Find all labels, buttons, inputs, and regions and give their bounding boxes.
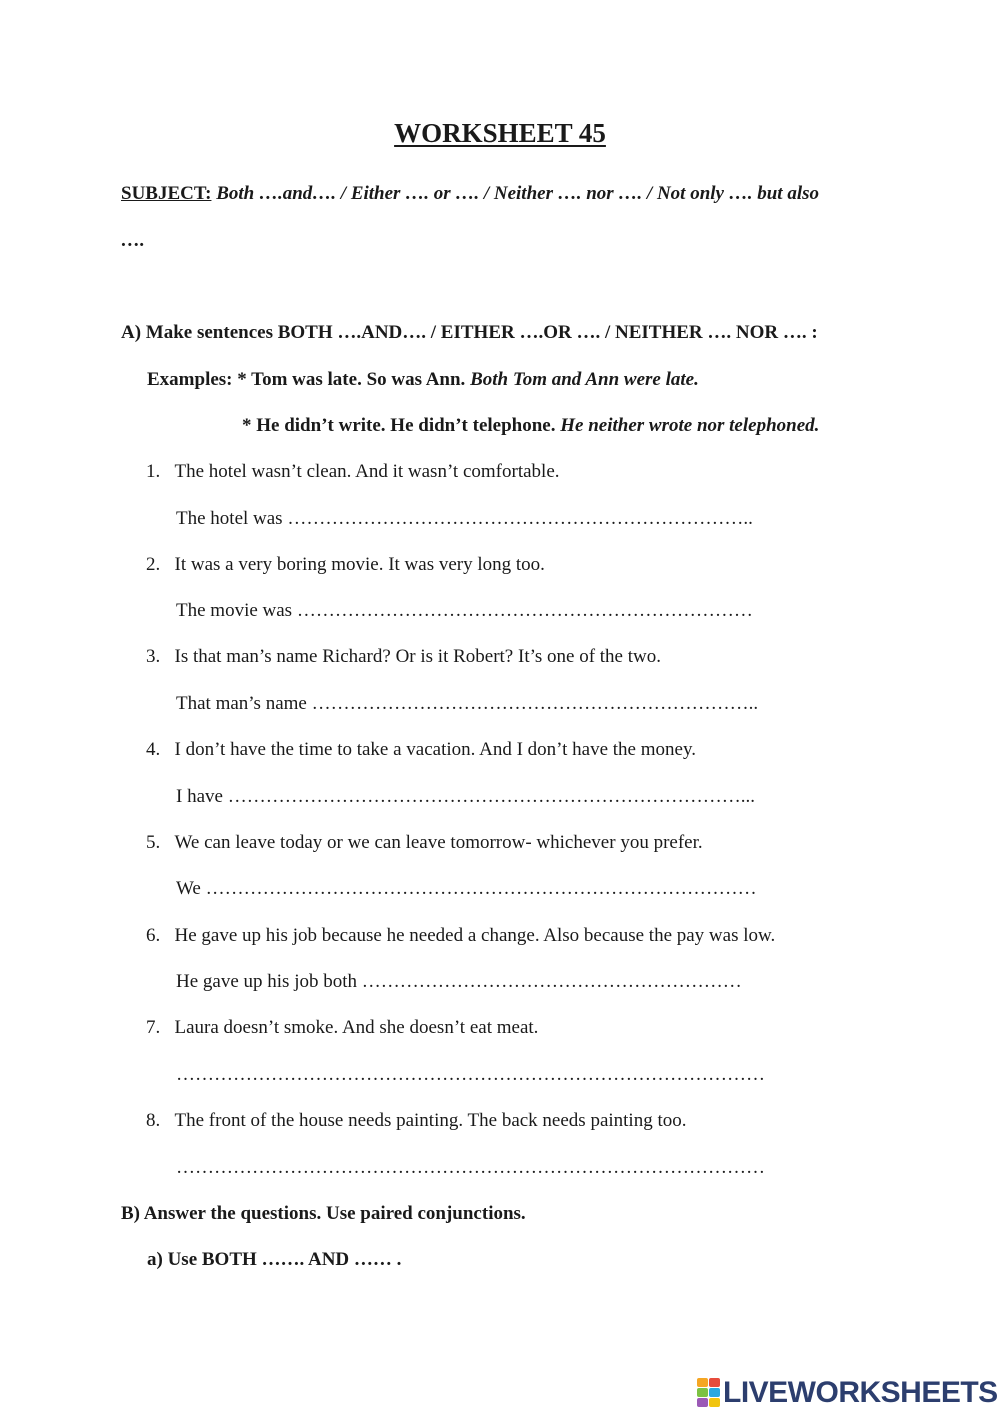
item-question: Is that man’s name Richard? Or is it Robert? It’s one of the two. — [174, 646, 661, 667]
list-item — [146, 832, 703, 854]
example-1-answer: Both Tom and Ann were late. — [470, 369, 699, 390]
worksheet-title: WORKSHEET 45 — [394, 118, 606, 148]
answer-line[interactable]: The movie was ……………………………………………………………… — [176, 600, 753, 621]
list-item — [146, 1017, 538, 1039]
subject-label: SUBJECT: — [121, 183, 212, 204]
item-question: We can leave today or we can leave tomorrow- whichever you prefer. — [174, 832, 703, 853]
answer-line[interactable]: That man’s name …………………………………………………………….. — [176, 693, 759, 714]
subject-value: Both ….and…. / Either …. or …. / Neither …. nor …. / Not only …. but also — [216, 183, 820, 204]
item-number: 3. — [146, 646, 161, 667]
section-b-sub-a: a) Use BOTH ……. AND …… . — [147, 1249, 402, 1270]
example-2-answer: He neither wrote nor telephoned. — [560, 415, 820, 436]
example-1-prompt: Examples: * Tom was late. So was Ann. — [147, 369, 466, 390]
example-1 — [147, 369, 699, 391]
liveworksheets-logo — [697, 1376, 998, 1410]
subject-line — [121, 183, 819, 205]
item-question: The hotel wasn’t clean. And it wasn’t comfortable. — [174, 461, 560, 482]
item-number: 4. — [146, 739, 161, 760]
item-question: I don’t have the time to take a vacation. And I don’t have the money. — [174, 739, 696, 760]
list-item — [146, 1110, 687, 1132]
item-number: 8. — [146, 1110, 161, 1131]
answer-line[interactable]: We …………………………………………………………………………… — [176, 878, 757, 899]
answer-line[interactable]: ………………………………………………………………………………… — [176, 1064, 765, 1085]
list-item — [146, 461, 560, 483]
answer-line[interactable]: ………………………………………………………………………………… — [176, 1157, 765, 1178]
item-number: 6. — [146, 925, 161, 946]
item-number: 5. — [146, 832, 161, 853]
item-question: The front of the house needs painting. The back needs painting too. — [174, 1110, 687, 1131]
subject-continuation: …. — [121, 230, 145, 251]
list-item — [146, 925, 775, 947]
answer-line[interactable]: The hotel was ……………………………………………………………….. — [176, 508, 753, 529]
item-question: Laura doesn’t smoke. And she doesn’t eat meat. — [174, 1017, 539, 1038]
item-number: 1. — [146, 461, 161, 482]
item-question: It was a very boring movie. It was very long too. — [174, 554, 545, 575]
section-a-heading: A) Make sentences BOTH ….AND…. / EITHER ….OR …. / NEITHER …. NOR …. : — [121, 322, 818, 343]
list-item — [146, 554, 545, 576]
section-b-heading: B) Answer the questions. Use paired conjunctions. — [121, 1203, 526, 1224]
example-2 — [242, 415, 819, 437]
answer-line[interactable]: He gave up his job both …………………………………………………… — [176, 971, 742, 992]
list-item — [146, 646, 661, 668]
item-number: 2. — [146, 554, 161, 575]
list-item — [146, 739, 696, 761]
liveworksheets-logo-text: LIVEWORKSHEETS — [723, 1376, 998, 1409]
item-number: 7. — [146, 1017, 161, 1038]
liveworksheets-logo-icon — [697, 1378, 721, 1408]
example-2-prompt: * He didn’t write. He didn’t telephone. — [242, 415, 556, 436]
item-question: He gave up his job because he needed a change. Also because the pay was low. — [174, 925, 776, 946]
answer-line[interactable]: I have ………………………………………………………………………... — [176, 786, 755, 807]
